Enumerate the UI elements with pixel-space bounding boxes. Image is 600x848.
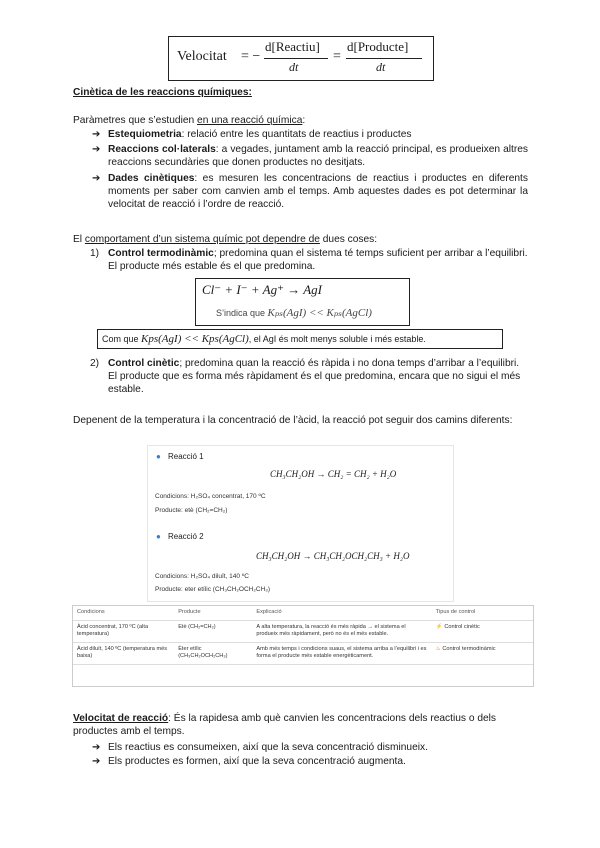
list-item <box>92 755 528 768</box>
intro-suffix: dues coses: <box>319 234 378 245</box>
list-item <box>92 741 528 754</box>
table-cell: Àcid diluït, 140 ºC (temperatura més baixa) <box>73 642 174 664</box>
eq1-note-prefix: S’indica que <box>216 308 268 318</box>
table-cell: Èter etílic (CH₃CH₂OCH₂CH₃) <box>174 642 252 664</box>
intro-text: Paràmetres que s’estudien <box>73 115 198 126</box>
formula-denominator-1: dt <box>289 60 299 74</box>
eq2-prefix: Com que <box>102 334 142 344</box>
bullet-icon: ● <box>156 532 161 541</box>
equation-box-2 <box>97 329 503 349</box>
control-type: Control termodinàmic <box>442 645 496 652</box>
formula-velocitat-label: Velocitat <box>177 49 227 64</box>
eq2-math: Kps(AgI) << Kps(AgCl) <box>141 333 249 345</box>
item-text: : relació entre les quantitats de reactius i productes <box>181 129 412 140</box>
item-text: : es mesuren les concentracions de reactius i productes en diferents moments per saber com canvien amb el temps. Amb aquestes dades es pot determinar la velocitat de reacció i l’ordre de reacció. <box>108 173 528 210</box>
intro-underlined: en una reacció química <box>197 115 303 126</box>
formula-numerator-reactiu: d[Reactiu] <box>265 39 320 54</box>
rate-formula-box <box>168 36 434 81</box>
reaction-1-conditions: Condicions: H₂SO₄ concentrat, 170 ºC <box>155 493 266 500</box>
table-header: Producte <box>174 606 252 620</box>
eq1-note-math: Kₚₛ(AgI) << Kₚₛ(AgCl) <box>267 307 372 319</box>
reaction-2-equation: CH₃CH₂OH → CH₃CH₂OCH₂CH₃ + H₂O <box>256 551 410 561</box>
table-cell: Àcid concentrat, 170 ºC (alta temperatura) <box>73 620 174 642</box>
item-number: 1) <box>90 248 100 259</box>
table-header: Explicació <box>252 606 431 620</box>
arrow-icon: ➔ <box>92 129 101 140</box>
item-text: : a vegades, juntament amb la reacció principal, es produeixen altres reaccions secundàries que donen productes no desitjats. <box>108 144 528 168</box>
eq2-text <box>102 333 426 346</box>
reaction-1-title: Reacció 1 <box>168 452 204 461</box>
reaction-2-conditions: Condicions: H₂SO₄ diluït, 140 ºC <box>155 573 249 580</box>
formula-equals-minus-2: = <box>333 49 341 64</box>
section-title-cinetica: Cinètica de les reaccions químiques: <box>73 87 252 98</box>
lightning-icon: ⚡ <box>435 623 443 630</box>
item-text: Els reactius es consumeixen, així que la seva concentració disminueix. <box>108 742 428 753</box>
arrow-icon: ➔ <box>92 144 101 155</box>
list-item <box>92 172 528 211</box>
fraction-bar-2 <box>346 58 422 59</box>
item-term: Control termodinàmic <box>108 248 214 259</box>
control-type: Control cinètic <box>444 623 480 630</box>
reaction-2-product: Producte: eter etílic (CH₃CH₂OCH₂CH₃) <box>155 586 271 593</box>
table-header: Tipus de control <box>432 606 533 620</box>
item-term: Estequiometria <box>108 129 182 140</box>
section2-intro <box>73 233 377 246</box>
control-table <box>73 606 533 665</box>
formula-denominator-2: dt <box>376 60 386 74</box>
table-cell <box>432 620 533 642</box>
section1-intro <box>73 114 305 127</box>
item-text: Els productes es formen, així que la seva concentració augmenta. <box>108 756 406 767</box>
reactions-image <box>147 445 454 602</box>
table-header-row <box>73 606 533 620</box>
table-row <box>73 620 533 642</box>
arrow-icon: ➔ <box>92 742 101 753</box>
equation-box-1 <box>195 278 410 326</box>
table-cell: A alta temperatura, la reacció és més ràpida → el sistema el produeix més ràpidament, però no és el més estable. <box>252 620 431 642</box>
item-text: ; predomina quan la reacció és ràpida i no dona temps d’arribar a l’equilibri. El producte que es forma més ràpidament és el que predomina, encara que no sigui el més estable. <box>108 358 521 395</box>
list-item <box>92 143 528 169</box>
item-number: 2) <box>90 358 100 369</box>
bullet-icon: ● <box>156 452 161 461</box>
flame-icon: ♨ <box>435 645 441 652</box>
list-item <box>92 128 528 141</box>
numbered-item-1 <box>90 247 528 273</box>
intro-text: El <box>73 234 85 245</box>
item-term: Dades cinètiques <box>108 173 195 184</box>
formula-equals-minus: = − <box>241 49 261 64</box>
definition-term: Velocitat de reacció <box>73 713 169 724</box>
section4-definition <box>73 712 521 738</box>
item-term: Reaccions col·laterals <box>108 144 216 155</box>
numbered-item-2 <box>90 357 528 396</box>
section3-intro: Depenent de la temperatura i la concentració de l’àcid, la reacció pot seguir dos camins diferents: <box>73 415 513 426</box>
definition-text: : És la rapidesa amb què canvien les concentracions dels reactius o dels productes amb el temps. <box>73 713 497 737</box>
arrow-icon: ➔ <box>92 756 101 767</box>
reaction-1-product: Producte: etè (CH₂=CH₂) <box>155 507 228 514</box>
eq2-suffix: , el AgI és molt menys soluble i més estable. <box>248 334 426 344</box>
intro-underlined: comportament d’un sistema químic pot dependre de <box>84 234 320 245</box>
eq1-note <box>216 307 372 320</box>
item-text: ; predomina quan el sistema té temps suficient per arribar a l’equilibri. El producte més estable és el que predomina. <box>108 248 528 272</box>
arrow-icon: ➔ <box>92 173 101 184</box>
reaction-2-title: Reacció 2 <box>168 532 204 541</box>
table-cell: Etè (CH₂=CH₂) <box>174 620 252 642</box>
intro-suffix: : <box>302 115 306 126</box>
table-cell <box>432 642 533 664</box>
reaction-1-equation: CH₃CH₂OH → CH₂ = CH₂ + H₂O <box>270 469 397 479</box>
table-cell: Amb més temps i condicions suaus, el sistema arriba a l’equilibri i es forma el producte més estable energèticament. <box>252 642 431 664</box>
fraction-bar-1 <box>264 58 328 59</box>
control-table-container <box>72 605 534 687</box>
precipitation-equation: Cl⁻ + I⁻ + Ag⁺ → AgI <box>202 282 322 297</box>
table-header: Condicions <box>73 606 174 620</box>
formula-numerator-producte: d[Producte] <box>347 39 409 54</box>
table-row <box>73 642 533 664</box>
item-term: Control cinètic <box>108 358 180 369</box>
